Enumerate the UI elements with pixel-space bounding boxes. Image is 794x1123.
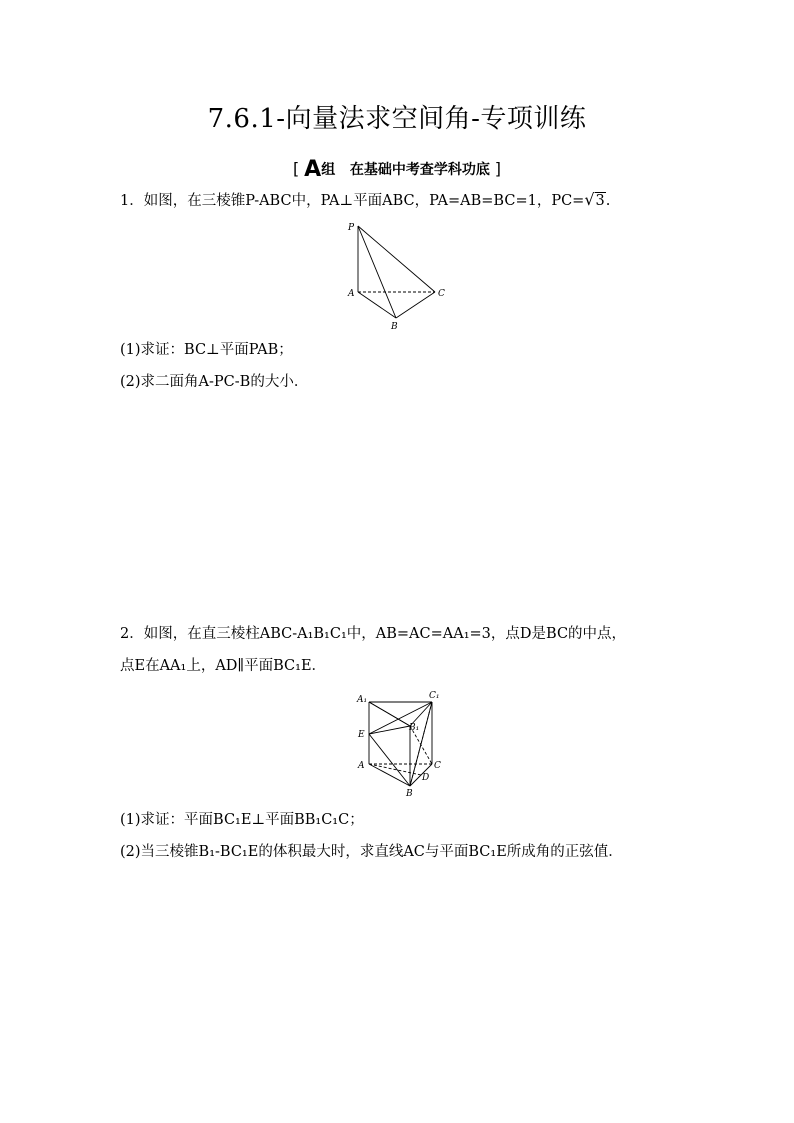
group-subtitle: 在基础中考查学科功底 — [349, 162, 490, 178]
q1-label-a: A — [348, 289, 355, 299]
group-heading — [0, 157, 794, 182]
q2-label-c: C — [434, 761, 441, 771]
q1-text-end: . — [605, 193, 611, 209]
page-title: 7.6.1-向量法求空间角-专项训练 — [207, 104, 587, 134]
q2-part2: (2)当三棱锥B₁-BC₁E的体积最大时，求直线AC与平面BC₁E所成角的正弦值． — [120, 844, 623, 860]
q2-line1: 2．如图，在直三棱柱ABC-A₁B₁C₁中，AB=AC=AA₁=3，点D是BC的中点， — [120, 626, 627, 642]
q1-figure — [340, 218, 460, 333]
group-bracket-open: [ — [293, 159, 300, 178]
group-label: 组 — [321, 162, 336, 178]
q2-part1: (1)求证：平面BC₁E⊥平面BB₁C₁C； — [120, 812, 364, 828]
q2-label-a: A — [358, 761, 365, 771]
q1-label-b: B — [391, 322, 398, 332]
q2-label-c1: C₁ — [429, 691, 440, 701]
q2-label-e: E — [358, 730, 365, 740]
q1-part1: (1)求证：BC⊥平面PAB； — [120, 342, 293, 358]
sqrt-expression — [584, 190, 605, 211]
q1-part2: (2)求二面角A-PC-B的大小． — [120, 374, 309, 390]
q2-label-b: B — [406, 789, 413, 799]
q1-statement — [120, 190, 610, 211]
q2-line2: 点E在AA₁上，AD∥平面BC₁E． — [120, 658, 327, 674]
q2-label-d: D — [422, 773, 430, 783]
q2-label-a1: A₁ — [357, 695, 368, 705]
q2-figure — [352, 688, 452, 798]
group-bracket-close: ] — [494, 159, 501, 178]
sqrt-arg: 3 — [595, 193, 605, 209]
q1-text: 1．如图，在三棱锥P-ABC中，PA⊥平面ABC，PA=AB=BC=1，PC= — [120, 193, 585, 209]
q1-label-c: C — [438, 289, 445, 299]
sqrt-symbol: √ — [584, 190, 595, 209]
group-badge: A — [304, 157, 322, 182]
q2-label-b1: B₁ — [409, 723, 420, 733]
q1-label-p: P — [348, 223, 355, 233]
